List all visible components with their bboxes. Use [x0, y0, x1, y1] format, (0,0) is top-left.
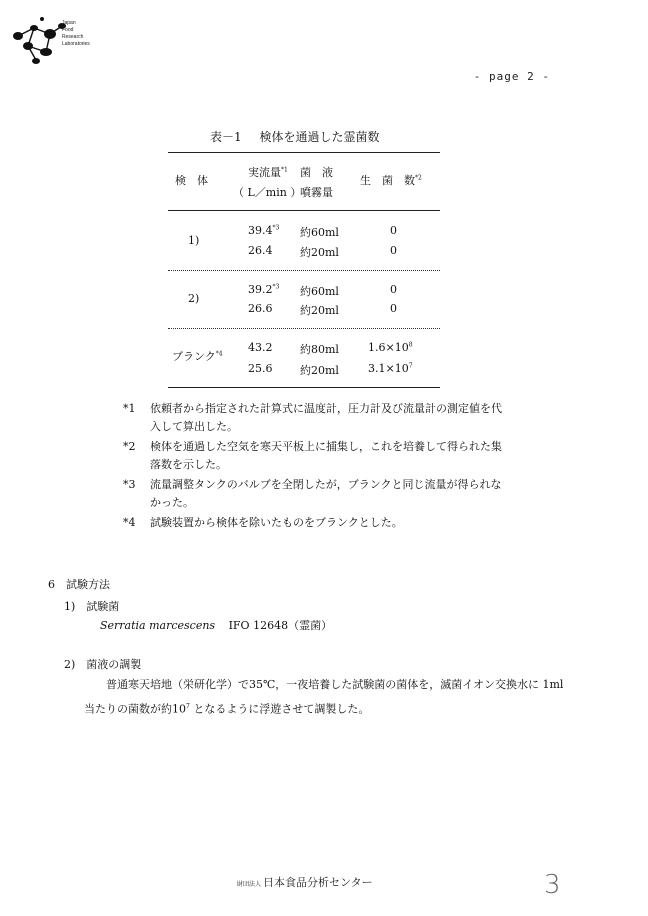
- flow-value: 26.6: [248, 302, 273, 315]
- group-label: 2): [188, 292, 200, 305]
- note-mark: *3: [123, 478, 136, 491]
- table-group-divider: [168, 270, 440, 271]
- group-label-blank: ブランク$^{*4}$: [172, 350, 223, 363]
- flow-value: 39.2$^{*3}$: [248, 283, 280, 296]
- note-mark: *2: [123, 440, 136, 453]
- logo-text: Japan Food Research Laboratories: [62, 20, 90, 47]
- table-title: 検体を通過した霊菌数: [259, 130, 380, 144]
- note-mark: *1: [123, 402, 136, 415]
- spray-value: 約20ml: [300, 364, 339, 377]
- table-number: 表－1: [210, 130, 242, 144]
- flow-value: 43.2: [248, 341, 273, 354]
- count-value: 0: [390, 302, 397, 315]
- section-heading: 6 試験方法: [48, 578, 110, 591]
- count-value: 0: [390, 224, 397, 237]
- table-group-divider: [168, 328, 440, 329]
- page-number: - page 2 -: [473, 70, 550, 83]
- note-text: 依頼者から指定された計算式に温度計，圧力計及び流量計の測定値を代入して算出した。: [150, 402, 502, 433]
- table-bottom-rule: [168, 387, 440, 388]
- note-mark: *4: [123, 516, 136, 529]
- note-text: 流量調整タンクのバルブを全閉したが，ブランクと同じ流量が得られなかった。: [150, 478, 502, 509]
- footer-organization: 財団法人 日本食品分析センター: [237, 877, 373, 889]
- test-organism: [100, 617, 332, 633]
- spray-value: 約60ml: [300, 226, 339, 239]
- spray-value: 約60ml: [300, 285, 339, 298]
- organism-name: Serratia marcescens: [100, 619, 216, 632]
- count-value: 0: [390, 244, 397, 257]
- table-caption: [210, 128, 393, 145]
- header-flow: 実流量$^{*1}$: [248, 166, 288, 179]
- subsection-heading: 1) 試験菌: [64, 600, 120, 613]
- organism-strain: IFO 12648（霊菌）: [228, 619, 333, 632]
- note-text: 検体を通過した空気を寒天平板上に捕集し，これを培養して得られた集落数を示した。: [150, 440, 502, 471]
- handwritten-page-number: 3: [544, 870, 561, 900]
- header-spray: 菌 液: [300, 166, 333, 179]
- table-header-rule: [168, 210, 440, 211]
- count-value: 0: [390, 283, 397, 296]
- header-spray-amount: 噴霧量: [300, 186, 333, 199]
- group-label: 1): [188, 234, 200, 247]
- header-count: 生 菌 数$^{*2}$: [360, 174, 422, 187]
- header-sample: 検 体: [175, 174, 208, 187]
- flow-value: 39.4$^{*3}$: [248, 224, 280, 237]
- count-value: $3.1\times 10^7$: [368, 362, 413, 375]
- flow-value: 25.6: [248, 362, 273, 375]
- header-flow-unit: （ L／min ）: [233, 186, 302, 199]
- subsection-heading: 2) 菌液の調製: [64, 658, 142, 671]
- spray-value: 約20ml: [300, 246, 339, 259]
- note-text: 試験装置から検体を除いたものをブランクとした。: [150, 516, 403, 529]
- spray-value: 約20ml: [300, 304, 339, 317]
- table-top-rule: [168, 152, 440, 153]
- preparation-paragraph: 普通寒天培地（栄研化学）で35℃，一夜培養した試験菌の菌体を，滅菌イオン交換水に 1ml当たりの菌数が約$10^7$ となるように浮遊させて調製した。: [84, 678, 564, 716]
- count-value: $1.6\times 10^8$: [368, 341, 413, 354]
- spray-value: 約80ml: [300, 343, 339, 356]
- flow-value: 26.4: [248, 244, 273, 257]
